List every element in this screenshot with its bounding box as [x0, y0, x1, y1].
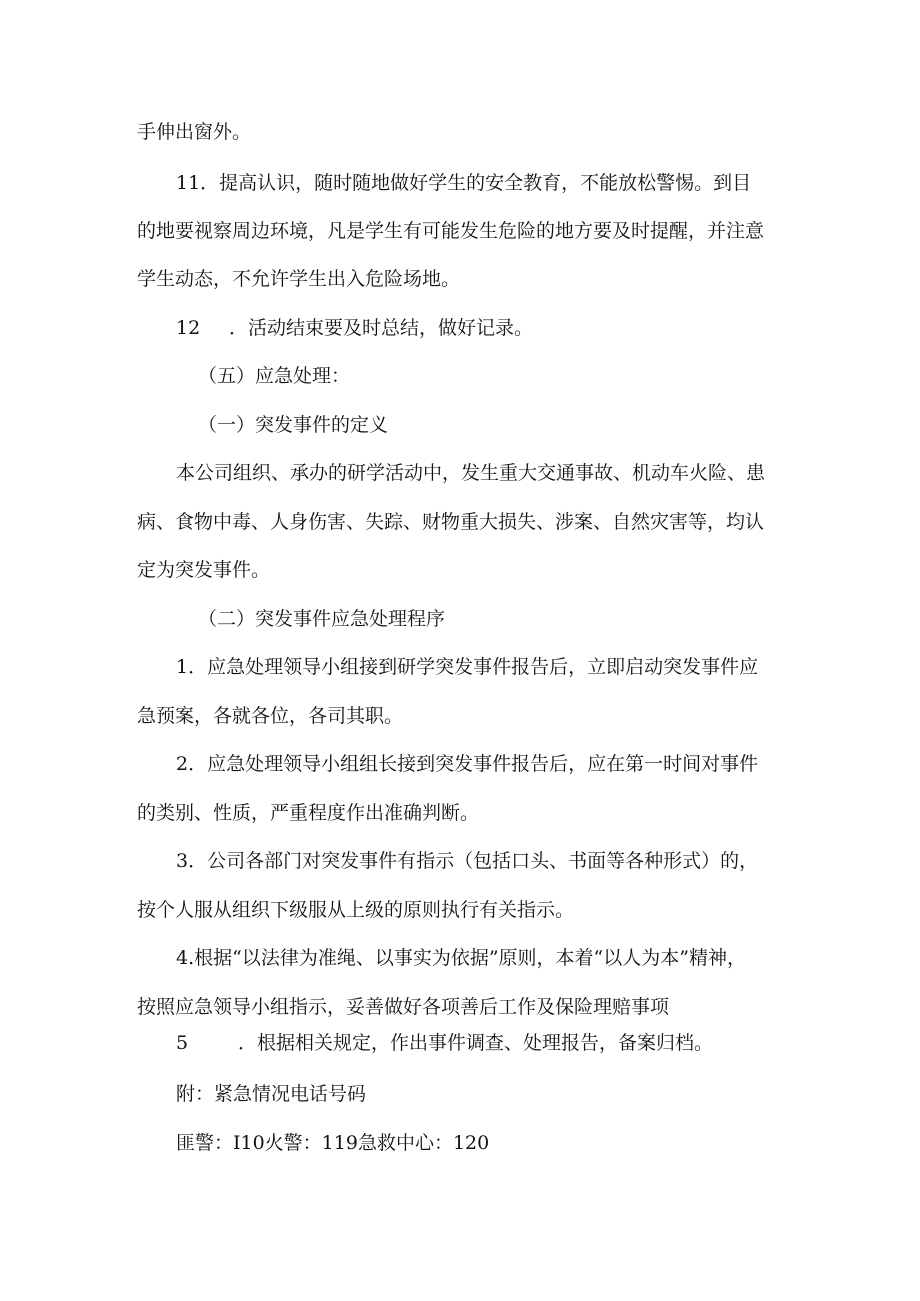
item-12-text: ．活动结束要及时总结，做好记录。: [229, 317, 534, 339]
item-5-text: ．根据相关规定，作出事件调查、处理报告，备案归档。: [238, 1032, 714, 1054]
section-heading-emergency: （五）应急处理：: [198, 365, 351, 387]
item-12-number: 12: [176, 317, 201, 339]
subheading-procedure: （二）突发事件应急处理程序: [198, 608, 446, 630]
paragraph-line: 的地要视察周边环境，凡是学生有可能发生危险的地方要及时提醒，并注意: [137, 220, 765, 242]
item-4-line: 4.根据“以法律为准绳、以事实为依据”原则，本着“以人为本”精神，: [176, 947, 746, 969]
item-12-line: [176, 316, 533, 340]
item-3-line: 3．公司各部门对突发事件有指示（包括口头、书面等各种形式）的，: [176, 850, 759, 872]
paragraph-line: 学生动态，不允许学生出入危险场地。: [137, 268, 461, 290]
appendix-heading: 附：紧急情况电话号码: [176, 1083, 367, 1105]
paragraph-line: 定为突发事件。: [137, 559, 271, 581]
paragraph-line: 的类别、性质，严重程度作出准确判断。: [137, 802, 480, 824]
paragraph-line: 急预案，各就各位，各司其职。: [137, 705, 404, 727]
paragraph-line: 病、食物中毒、人身伤害、失踪、财物重大损失、涉案、自然灾害等，均认: [137, 511, 765, 533]
item-11-line: 11．提高认识，随时随地做好学生的安全教育，不能放松警惕。到目: [176, 172, 752, 194]
item-5-number: 5: [176, 1032, 189, 1054]
paragraph-line: 按个人服从组织下级服从上级的原则执行有关指示。: [137, 899, 575, 921]
paragraph-line: 按照应急领导小组指示，妥善做好各项善后工作及保险理赔事项: [137, 996, 670, 1018]
subheading-definition: （一）突发事件的定义: [198, 414, 389, 436]
item-1-line: 1．应急处理领导小组接到研学突发事件报告后，立即启动突发事件应: [176, 656, 759, 678]
item-5-line: [176, 1031, 713, 1055]
paragraph-line: 本公司组织、承办的研学活动中，发生重大交通事故、机动车火险、患: [176, 462, 766, 484]
emergency-phone-numbers: 匪警：I10火警：119急救中心：120: [176, 1132, 490, 1154]
item-2-line: 2．应急处理领导小组组长接到突发事件报告后，应在第一时间对事件: [176, 753, 759, 775]
paragraph-line: 手伸出窗外。: [137, 121, 252, 143]
